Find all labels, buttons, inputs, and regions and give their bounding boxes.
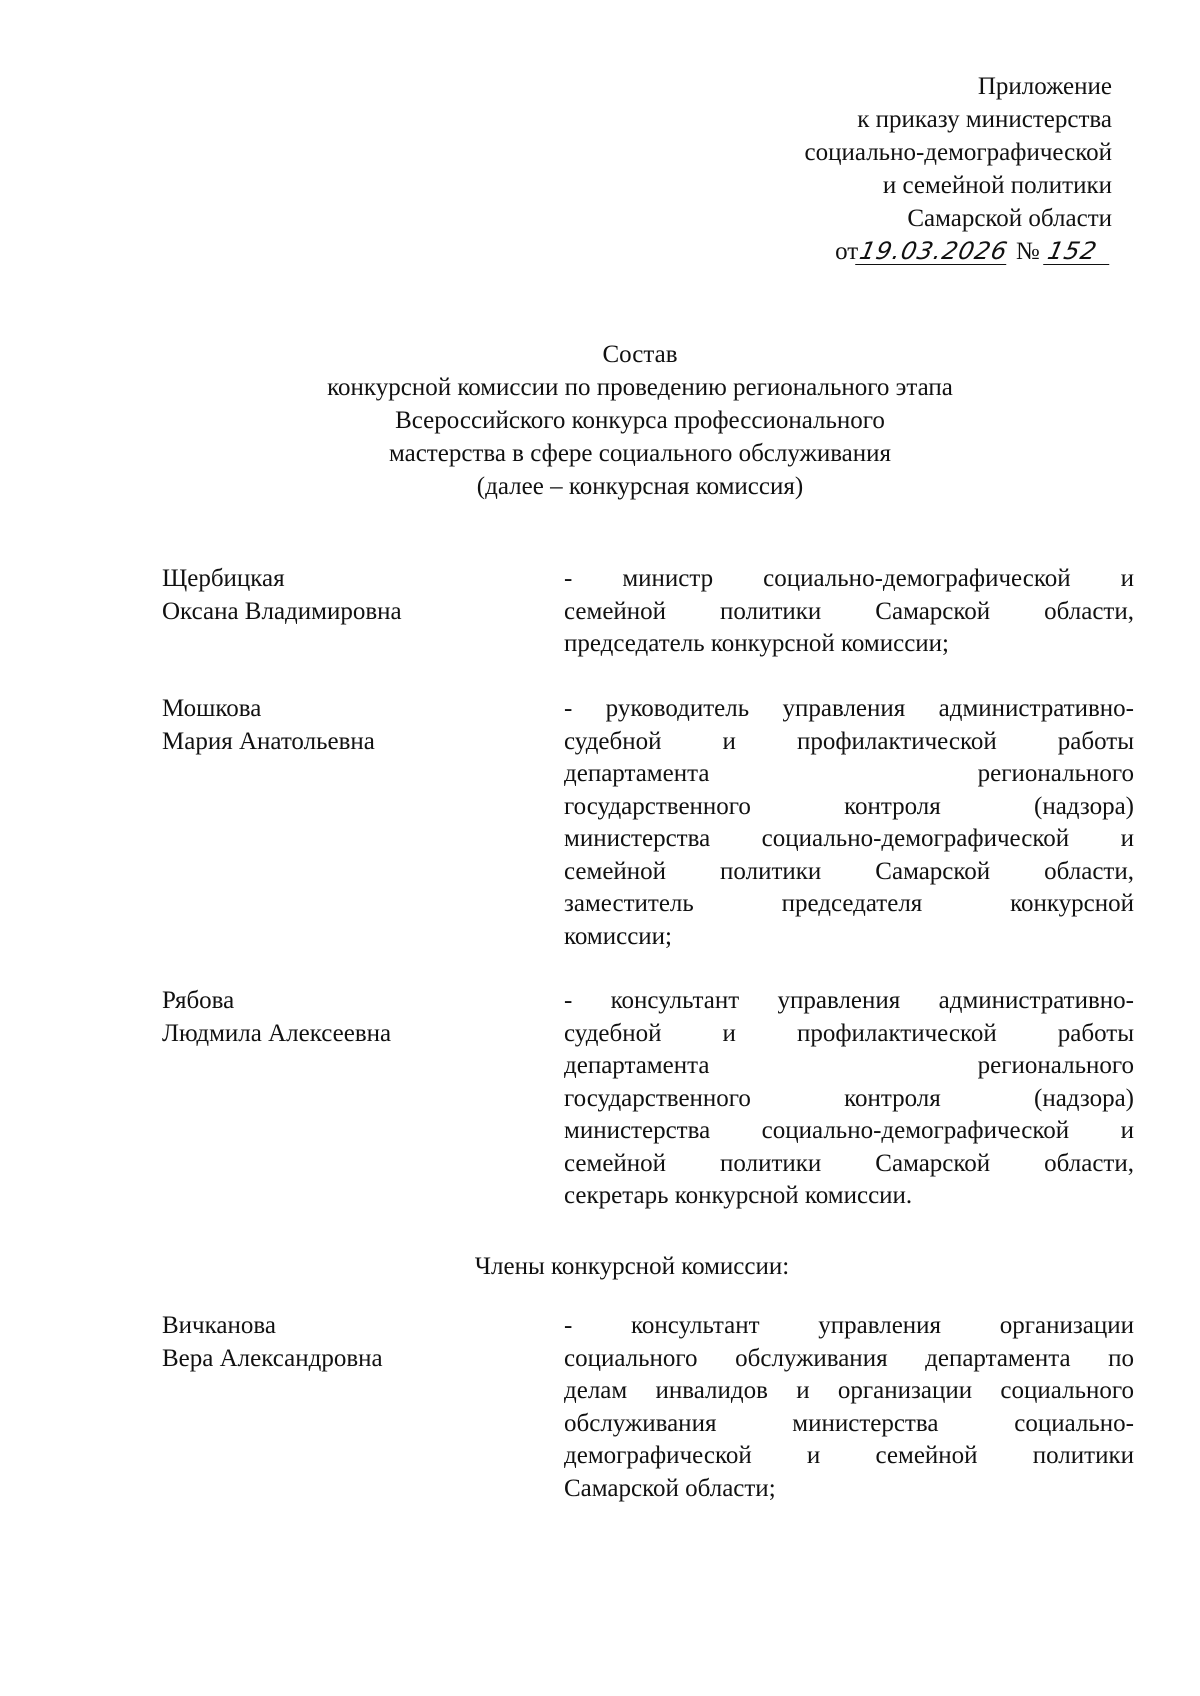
surname: Рябова — [162, 987, 235, 1014]
appendix-line: к приказу министерства — [857, 106, 1112, 133]
person-role — [564, 985, 1134, 1213]
title-line: Всероссийского конкурса профессионального — [395, 407, 885, 434]
role-line: социального обслуживания департамента по — [564, 1344, 1134, 1372]
given-names: Оксана Владимировна — [162, 597, 402, 625]
appendix-line: Самарской области — [907, 205, 1112, 232]
given-names: Людмила Алексеевна — [162, 1019, 392, 1047]
role-line: демографической и семейной политики — [564, 1442, 1134, 1469]
person-name — [162, 1310, 564, 1505]
number-sign: № — [1015, 238, 1040, 265]
person-role — [564, 693, 1134, 953]
role-line: министерства социально-демографической и — [564, 825, 1134, 852]
handwritten-order-number: 152 — [1043, 238, 1115, 265]
role-line: министерства социально-демографической и — [564, 1117, 1134, 1144]
order-date-line — [805, 235, 1112, 268]
appendix-line: и семейной политики — [882, 172, 1112, 199]
person-role — [564, 1310, 1134, 1505]
commission-entry-deputy-chair — [162, 693, 1134, 953]
date-prefix: от — [835, 238, 859, 265]
surname: Мошкова — [162, 695, 262, 722]
title-line: Состав — [602, 341, 678, 368]
handwritten-date: 19.03.2026 — [857, 237, 1011, 265]
role-line: семейной политики Самарской области, — [564, 857, 1134, 885]
role-line: комиссии; — [564, 922, 672, 950]
role-line: государственного контроля (надзора) — [564, 1084, 1134, 1112]
role-line: судебной и профилактической работы — [564, 727, 1134, 755]
commission-entry-member — [162, 1310, 1134, 1505]
role-line: - консультант управления организации — [564, 1312, 1134, 1339]
role-line: государственного контроля (надзора) — [564, 792, 1134, 820]
appendix-header — [805, 70, 1112, 268]
document-title — [0, 338, 1200, 503]
role-line: обслуживания министерства социально- — [564, 1409, 1134, 1437]
role-line: семейной политики Самарской области, — [564, 597, 1134, 625]
role-line: департамента регионального — [564, 1052, 1134, 1079]
surname: Вичканова — [162, 1312, 276, 1339]
commission-entry-secretary — [162, 985, 1134, 1213]
members-heading: Члены конкурсной комиссии: — [474, 1253, 790, 1280]
title-line: мастерства в сфере социального обслуживания — [388, 440, 892, 467]
role-line: департамента регионального — [564, 760, 1134, 787]
role-line: семейной политики Самарской области, — [564, 1149, 1134, 1177]
given-names: Вера Александровна — [162, 1344, 383, 1372]
role-line: - консультант управления административно- — [564, 987, 1134, 1014]
role-line: судебной и профилактической работы — [564, 1019, 1134, 1047]
role-line: Самарской области; — [564, 1474, 776, 1502]
person-role — [564, 563, 1134, 661]
role-line: делам инвалидов и организации социального — [564, 1377, 1134, 1404]
surname: Щербицкая — [162, 565, 285, 592]
commission-entry-chair — [162, 563, 1134, 661]
person-name — [162, 985, 564, 1213]
person-name — [162, 563, 564, 661]
appendix-line: Приложение — [977, 73, 1112, 100]
appendix-line: социально-демографической — [804, 139, 1112, 166]
role-line: - руководитель управления административно- — [564, 695, 1134, 722]
role-line: заместитель председателя конкурсной — [564, 890, 1134, 917]
role-line: председатель конкурсной комиссии; — [564, 630, 949, 657]
title-line: (далее – конкурсная комиссия) — [476, 473, 804, 500]
person-name — [162, 693, 564, 953]
title-line: конкурсной комиссии по проведению регионального этапа — [327, 374, 953, 401]
given-names: Мария Анатольевна — [162, 727, 375, 755]
role-line: - министр социально-демографической и — [564, 565, 1134, 592]
role-line: секретарь конкурсной комиссии. — [564, 1182, 913, 1209]
